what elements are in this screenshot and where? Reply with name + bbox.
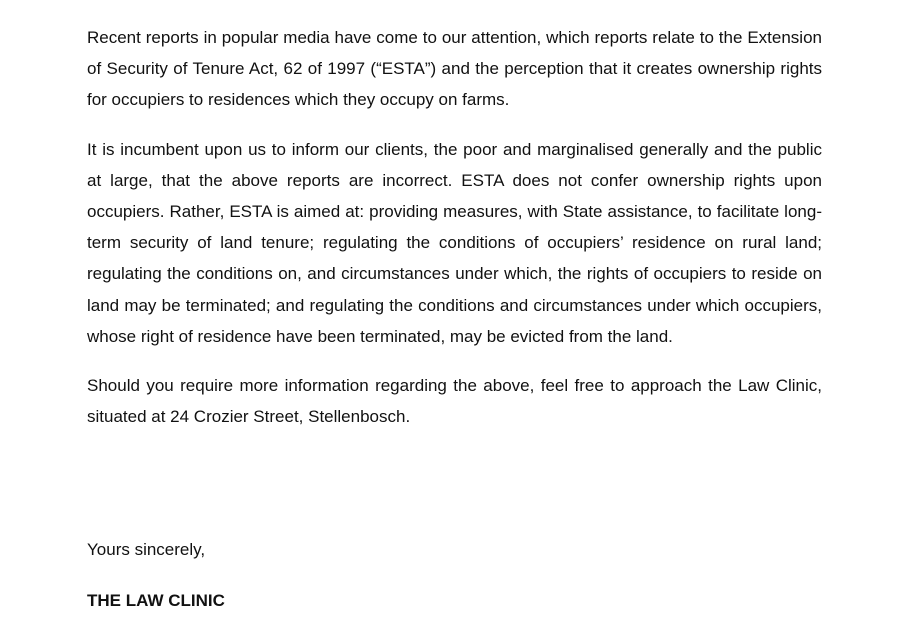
paragraph-media-reports: Recent reports in popular media have come to our attention, which reports relate to the Extension of Security of Tenure Act, 62 of 1997 (“ESTA”) and the perception that it creates ownership rights for occupiers to residences which they occupy on farms. — [87, 28, 822, 110]
paragraph-esta-clarification: It is incumbent upon us to inform our clients, the poor and marginalised generally and the public at large, that the above reports are incorrect. ESTA does not confer ownership rights upon occupiers. Rather, ESTA is aimed at: providing measures, with State assistance, to facilitate long-term security of land tenure; regulating the conditions of occupiers’ residence on rural land; regulating the conditions on, and circumstances under which, the rights of occupiers to reside on land may be terminated; and regulating the conditions and circumstances under which occupiers, whose right of residence have been terminated, may be evicted from the land. — [87, 139, 822, 346]
paragraph-contact-info: Should you require more information regarding the above, feel free to approach the Law Clinic, situated at 24 Crozier Street, Stellenbosch. — [87, 376, 822, 427]
letter-body — [87, 22, 822, 432]
closing-salutation: Yours sincerely, — [87, 540, 206, 559]
signature-block: THE LAW CLINIC — [87, 591, 225, 610]
